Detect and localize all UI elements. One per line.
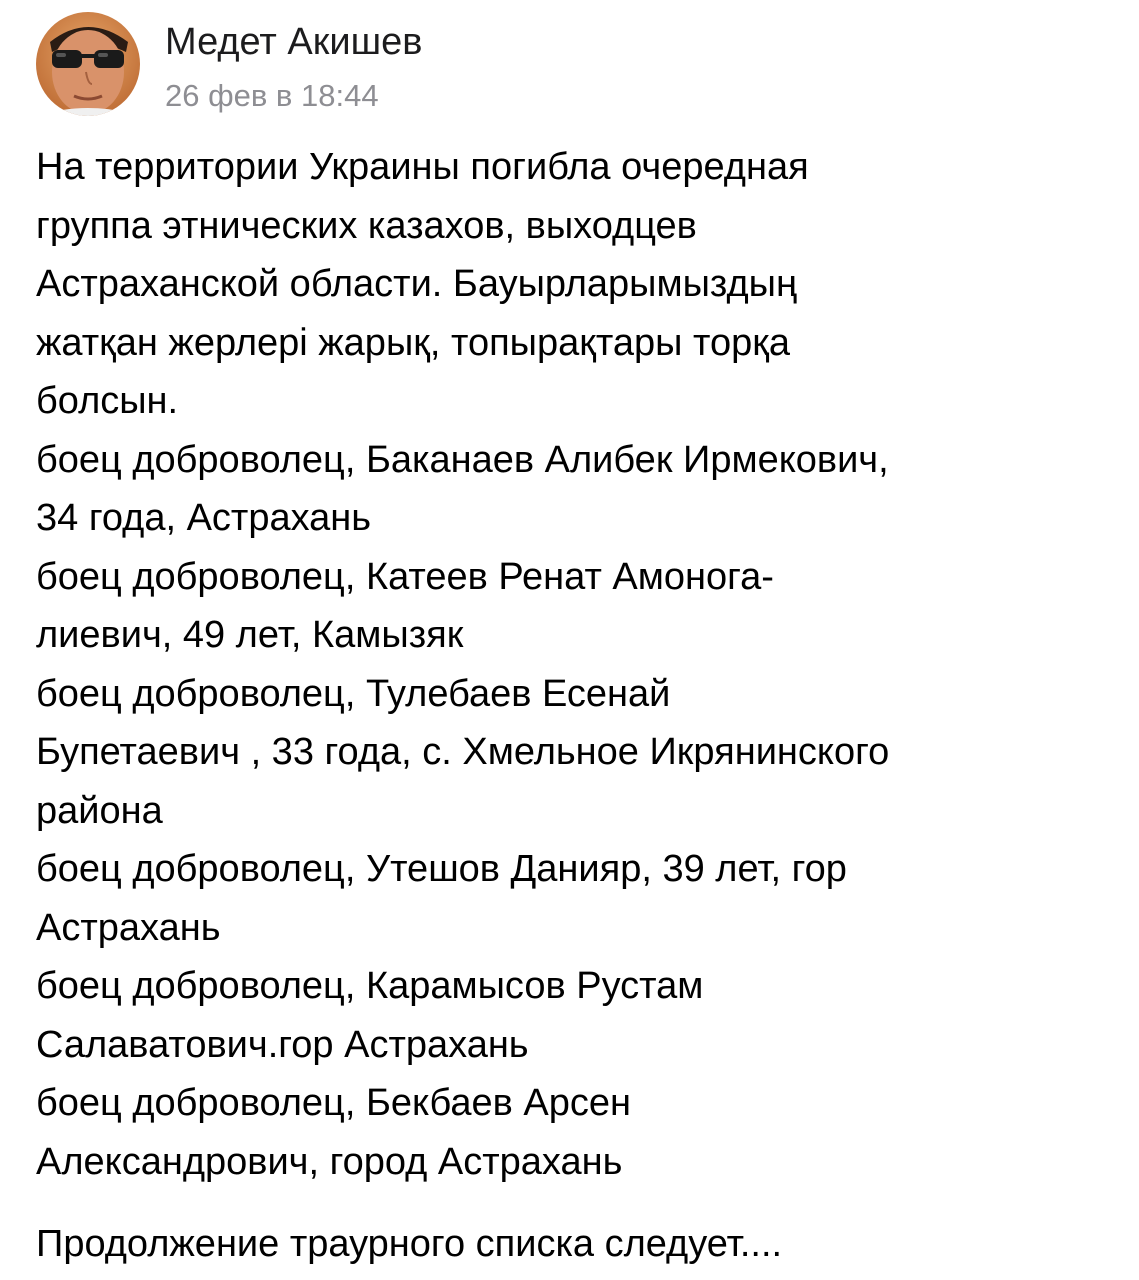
post-text-line: боец доброволец, Бекбаев Арсен (36, 1082, 631, 1124)
post-text-line: боец доброволец, Тулебаев Есенай (36, 672, 671, 715)
post-text-line: лиевич, 49 лет, Камызяк (36, 614, 464, 656)
avatar[interactable] (36, 12, 140, 116)
post-text-line: Астраханской области. Бауырларымыздың (36, 263, 797, 305)
post-text-line: 34 года, Астрахань (36, 497, 372, 539)
post-text-line: Салаватович.гор Астрахань (36, 1023, 529, 1066)
post-text-line: На территории Украины погибла очередная (36, 146, 809, 188)
author-block (165, 12, 422, 115)
avatar-photo-icon (36, 12, 140, 116)
post-text-line: жатқан жерлері жарық, топырақтары торқа (36, 321, 791, 364)
post-text-line: группа этнических казахов, выходцев (36, 204, 697, 247)
author-name[interactable]: Медет Акишев (165, 21, 423, 63)
post-footer-text: Продолжение траурного списка следует.... (36, 1223, 783, 1265)
post-text-line: боец доброволец, Баканаев Алибек Ирмекович, (36, 438, 889, 481)
post-header (36, 12, 422, 118)
post-text-line: боец доброволец, Карамысов Рустам (36, 965, 704, 1007)
post-text-line: Бупетаевич , 33 года, с. Хмельное Икрянинского (36, 731, 890, 773)
post-text-line: боец доброволец, Утешов Данияр, 39 лет, гор (36, 848, 847, 890)
post-text-line: Александрович, город Астрахань (36, 1140, 623, 1183)
post-text-line: болсын. (36, 380, 179, 422)
post-text (36, 138, 1116, 1191)
post-text-line: района (36, 789, 163, 832)
post-text-line: Астрахань (36, 906, 221, 949)
post-date[interactable]: 26 фев в 18:44 (165, 78, 379, 113)
post-text-line: боец доброволец, Катеев Ренат Амонога- (36, 555, 774, 598)
